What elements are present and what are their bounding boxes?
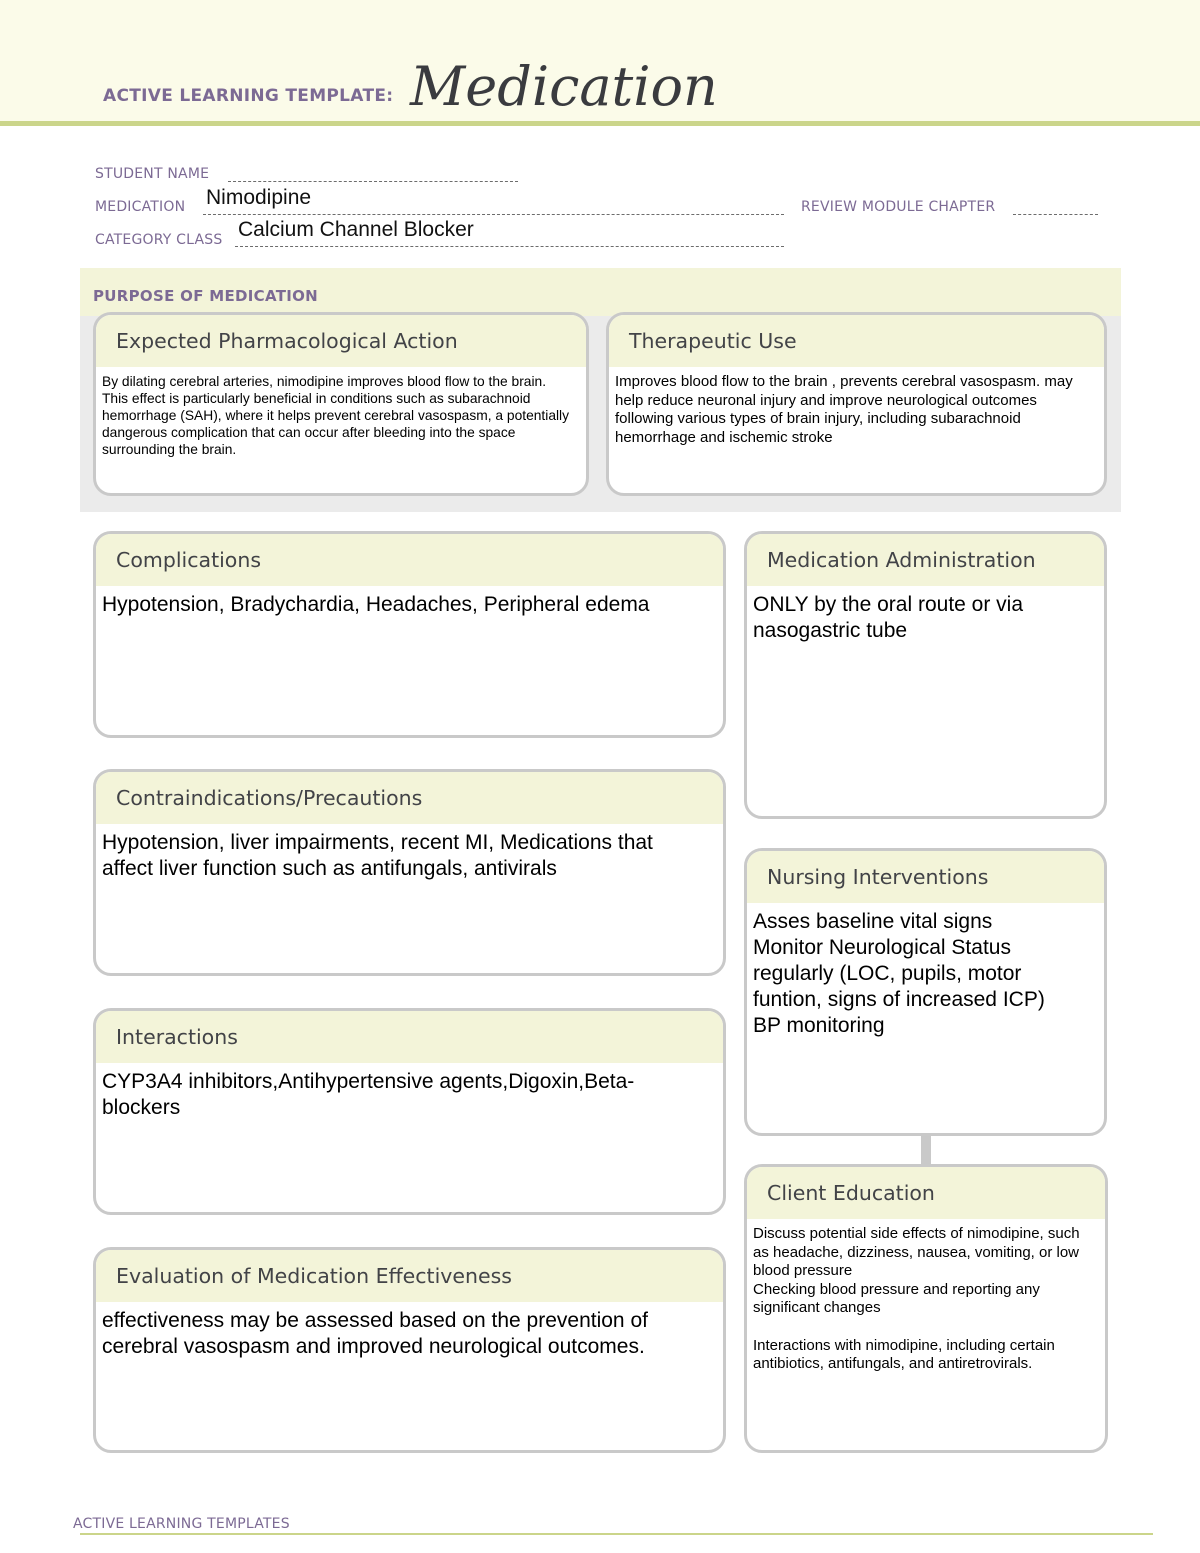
evaluation-text[interactable]: effectiveness may be assessed based on the prevention of cerebral vasospasm and improved neurological outcomes.	[102, 1309, 648, 1359]
medication-label: MEDICATION	[95, 199, 186, 215]
evaluation-card	[93, 1247, 726, 1453]
review-module-line	[1013, 214, 1098, 215]
client-education-title: Client Education	[747, 1167, 1105, 1219]
client-education-card	[744, 1164, 1108, 1453]
purpose-label: PURPOSE OF MEDICATION	[93, 287, 319, 305]
footer-rule	[80, 1533, 1153, 1535]
footer-label: ACTIVE LEARNING TEMPLATES	[73, 1516, 290, 1532]
medication-line	[203, 214, 784, 215]
expected-action-title: Expected Pharmacological Action	[96, 315, 586, 367]
student-name-label: STUDENT NAME	[95, 166, 210, 182]
contraindications-title: Contraindications/Precautions	[96, 772, 723, 824]
therapeutic-use-card	[606, 312, 1107, 496]
category-field[interactable]: Calcium Channel Blocker	[238, 218, 474, 241]
student-name-line	[228, 181, 518, 182]
nursing-interventions-text[interactable]: Asses baseline vital signs Monitor Neurological Status regularly (LOC, pupils, motor funtion, signs of increased ICP) BP monitoring	[753, 910, 1045, 1038]
administration-text[interactable]: ONLY by the oral route or via nasogastric tube	[753, 593, 1024, 643]
interactions-text[interactable]: CYP3A4 inhibitors,Antihypertensive agents,Digoxin,Beta-blockers	[102, 1070, 635, 1120]
therapeutic-use-text[interactable]: Improves blood flow to the brain , prevents cerebral vasospasm. may help reduce neuronal injury and improve neurological outcomes following various types of brain injury, including subarachnoid hemorrhage and ischemic stroke	[615, 373, 1073, 446]
client-education-text[interactable]: Discuss potential side effects of nimodipine, such as headache, dizziness, nausea, vomiting, or low blood pressure Checking blood pressure and reporting any significant changes Interactions with nimodipine, including certain antibiotics, antifungals, and antiretrovirals.	[753, 1225, 1080, 1373]
medication-field[interactable]: Nimodipine	[206, 186, 312, 209]
complications-title: Complications	[96, 534, 723, 586]
expected-action-text[interactable]: By dilating cerebral arteries, nimodipine improves blood flow to the brain. This effect is particularly beneficial in conditions such as subarachnoid hemorrhage (SAH), where it helps prevent cerebral vasospasm, a potentially dangerous complication that can occur after bleeding into the space surrounding the brain.	[102, 374, 570, 458]
interactions-title: Interactions	[96, 1011, 723, 1063]
nursing-interventions-card	[744, 848, 1107, 1136]
evaluation-title: Evaluation of Medication Effectiveness	[96, 1250, 723, 1302]
expected-action-card	[93, 312, 589, 496]
connector-bar	[921, 1134, 931, 1166]
template-title: Medication	[410, 55, 718, 118]
category-label: CATEGORY CLASS	[95, 232, 223, 248]
review-module-label: REVIEW MODULE CHAPTER	[801, 199, 996, 215]
interactions-card	[93, 1008, 726, 1215]
administration-card	[744, 531, 1107, 819]
contraindications-text[interactable]: Hypotension, liver impairments, recent MI, Medications that affect liver function such as antifungals, antivirals	[102, 831, 653, 881]
administration-title: Medication Administration	[747, 534, 1104, 586]
header-rule	[0, 121, 1200, 126]
complications-card	[93, 531, 726, 738]
template-label: ACTIVE LEARNING TEMPLATE:	[103, 86, 394, 106]
category-line	[235, 246, 784, 247]
therapeutic-use-title: Therapeutic Use	[609, 315, 1104, 367]
contraindications-card	[93, 769, 726, 976]
nursing-interventions-title: Nursing Interventions	[747, 851, 1104, 903]
complications-text[interactable]: Hypotension, Bradychardia, Headaches, Peripheral edema	[102, 593, 650, 616]
